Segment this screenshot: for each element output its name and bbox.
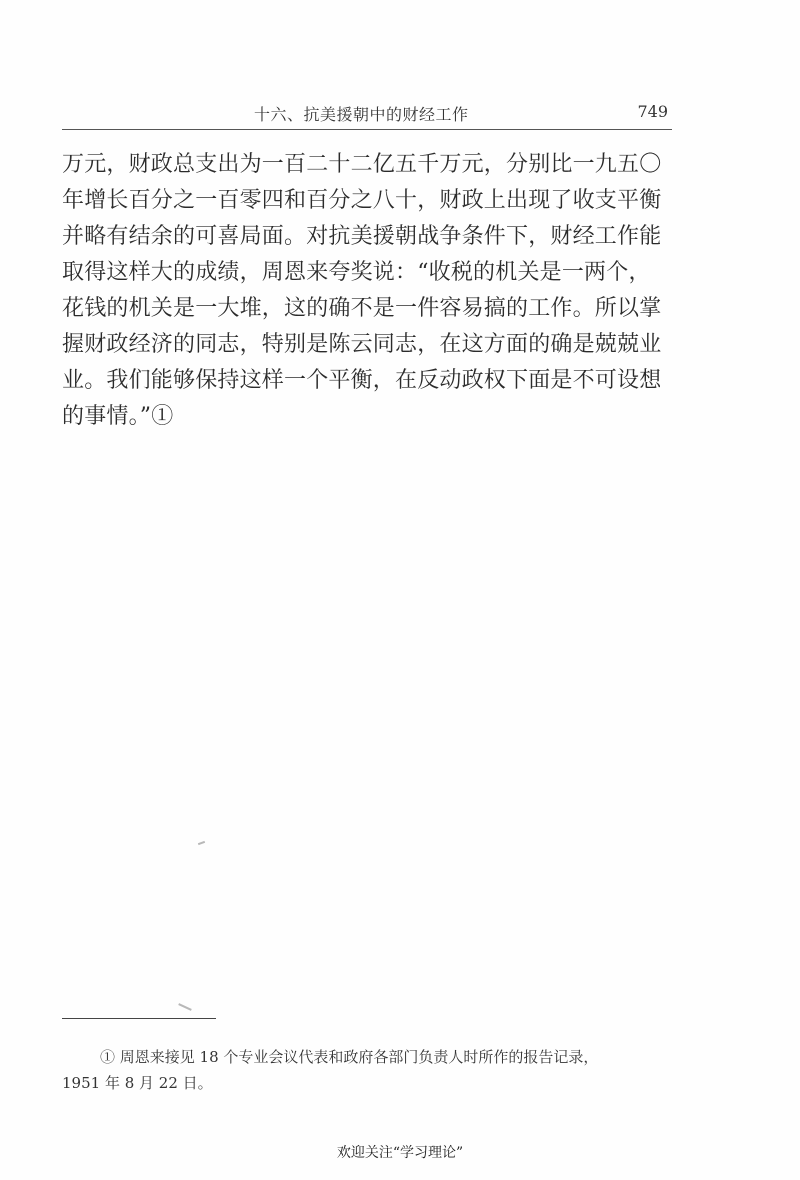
body-line: 取得这样大的成绩，周恩来夸奖说：“收税的机关是一两个， xyxy=(62,260,651,285)
body-paragraph xyxy=(62,147,682,435)
chapter-title: 十六、抗美援朝中的财经工作 xyxy=(254,105,469,124)
body-line: 花钱的机关是一大堆，这的确不是一件容易搞的工作。所以掌 xyxy=(62,296,662,321)
body-line: 年增长百分之一百零四和百分之八十，财政上出现了收支平衡 xyxy=(62,188,662,213)
scan-speck xyxy=(178,1003,192,1011)
body-line: 并略有结余的可喜局面。对抗美援朝战争条件下，财经工作能 xyxy=(62,224,662,249)
page-number: 749 xyxy=(637,102,668,121)
footnote xyxy=(62,1044,682,1096)
footnote-rule xyxy=(62,1018,216,1019)
body-line: 万元，财政总支出为一百二十二亿五千万元，分别比一九五〇 xyxy=(62,152,662,177)
scan-speck xyxy=(198,841,205,845)
body-line: 握财政经济的同志，特别是陈云同志，在这方面的确是兢兢业 xyxy=(62,332,662,357)
footnote-line: 1951 年 8 月 22 日。 xyxy=(62,1074,213,1092)
body-line: 的事情。”① xyxy=(62,404,174,429)
body-line: 业。我们能够保持这样一个平衡，在反动政权下面是不可设想 xyxy=(62,368,662,393)
footer-note: 欢迎关注“学习理论” xyxy=(336,1145,464,1161)
running-header xyxy=(62,100,672,130)
header-rule xyxy=(62,129,672,130)
footnote-line: ① 周恩来接见 18 个专业会议代表和政府各部门负责人时所作的报告记录， xyxy=(100,1048,599,1066)
